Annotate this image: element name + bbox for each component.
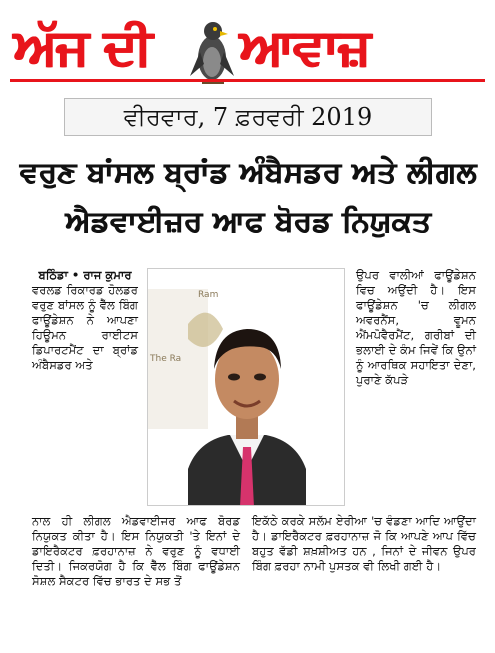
masthead-title-right: ਆਵਾਜ਼ [240, 18, 370, 76]
masthead-title-left: ਅੱਜ ਦੀ [14, 18, 152, 76]
backdrop-text-top: Ram [198, 290, 219, 300]
backdrop-text-left: The Ra [150, 354, 182, 364]
byline: ਬਠਿੰਡਾ • ਰਾਜ ਕੁਮਾਰ [38, 268, 132, 282]
article-bottom-left: ਨਾਲ ਹੀ ਲੀਗਲ ਐਡਵਾਈਜਰ ਆਫ ਬੋਰਡ ਨਿਯੁਕਤ ਕੀਤਾ ਹੈ। ਇਸ ਨਿਯੁਕਤੀ 'ਤੇ ਇਨਾਂ ਦੇ ਡਾਇਰੈਕਟਰ ਫ਼ਰਹਾਨਾਜ਼ ਨੇ ਵਰੁਣ ਨੂੰ ਵਧਾਈ ਦਿਤੀ। ਜਿਕਰਯੋਗ ਹੈ ਕਿ ਵੈੱਲ ਬਿੰਗ ਫਾਊਂਡੇਸ਼ਨ ਸੋਸ਼ਲ ਸੈਕਟਰ ਵਿੱਚ ਭਾਰਤ ਦੇ ਸਭ ਤੋਂ [32, 514, 240, 588]
headline-line-1: ਵਰੁਣ ਬਾਂਸਲ ਬ੍ਰਾਂਡ ਅੰਬੈਸਡਰ ਅਤੇ ਲੀਗਲ [19, 155, 477, 189]
masthead [0, 0, 495, 88]
eagle-logo-icon [186, 14, 238, 86]
article-left-column [32, 268, 138, 373]
left-column-text: ਵਰਲਡ ਰਿਕਾਰਡ ਹੋਲਡਰ ਵਰੁਣ ਬਾਂਸਲ ਨੂੰ ਵੈੱਲ ਬਿੰਗ ਫਾਊਂਡੇਸ਼ਨ ਨੇ ਆਪਣਾ ਹਿਊਮਨ ਰਾਈਟਸ ਡਿਪਾਰਟਮੈਂਟ ਦਾ ਬ੍ਰਾਂਡ ਅੰਬੈਸਡਰ ਅਤੇ [32, 283, 138, 372]
article-right-column: ਉਪਰ ਵਾਲੀਆਂ ਫਾਊਂਡੇਸ਼ਨ ਵਿਚ ਅਉਂਦੀ ਹੈ। ਇਸ ਫਾਊਂਡੇਸ਼ਨ 'ਚ ਲੀਗਲ ਅਵਰਨੈਂਸ, ਵੂਮਨ ਐਂਮਪੋਵੈਰਮੈਂਟ, ਗਰੀਬਾਂ ਦੀ ਭਲਾਈ ਦੇ ਕੰਮ ਜਿਵੇਂ ਕਿ ਉਨਾਂ ਨੂੰ ਆਰਥਿਕ ਸਹਾਇਤਾ ਦੇਣਾ, ਪੁਰਾਣੇ ਕੱਪੜੇ [356, 268, 476, 387]
portrait-photo [147, 268, 345, 506]
masthead-rule [10, 79, 485, 82]
headline-line-2: ਐਡਵਾਈਜ਼ਰ ਆਫ ਬੋਰਡ ਨਿਯੁਕਤ [65, 204, 431, 238]
dateline: ਵੀਰਵਾਰ, 7 ਫ਼ਰਵਰੀ 2019 [64, 98, 432, 136]
portrait-illustration [148, 269, 345, 506]
article-bottom-right: ਇਕੱਠੇ ਕਰਕੇ ਸਲੱਮ ਏਰੀਆ 'ਚ ਵੰਡਣਾ ਆਦਿ ਆਉਂਦਾ ਹੈ। ਡਾਇਰੈਕਟਰ ਫ਼ਰਹਾਨਾਜ਼ ਜੋ ਕਿ ਆਪਣੇ ਆਪ ਵਿੱਚ ਬਹੁਤ ਵੱਡੀ ਸ਼ਖ਼ਸ਼ੀਅਤ ਹਨ , ਜਿਨਾਂ ਦੇ ਜੀਵਨ ਉਪਰ ਬਿੰਗ ਫ਼ਰਹਾ ਨਾਮੀ ਪੁਸਤਕ ਵੀ ਲਿਖੀ ਗਈ ਹੈ। [252, 514, 476, 573]
